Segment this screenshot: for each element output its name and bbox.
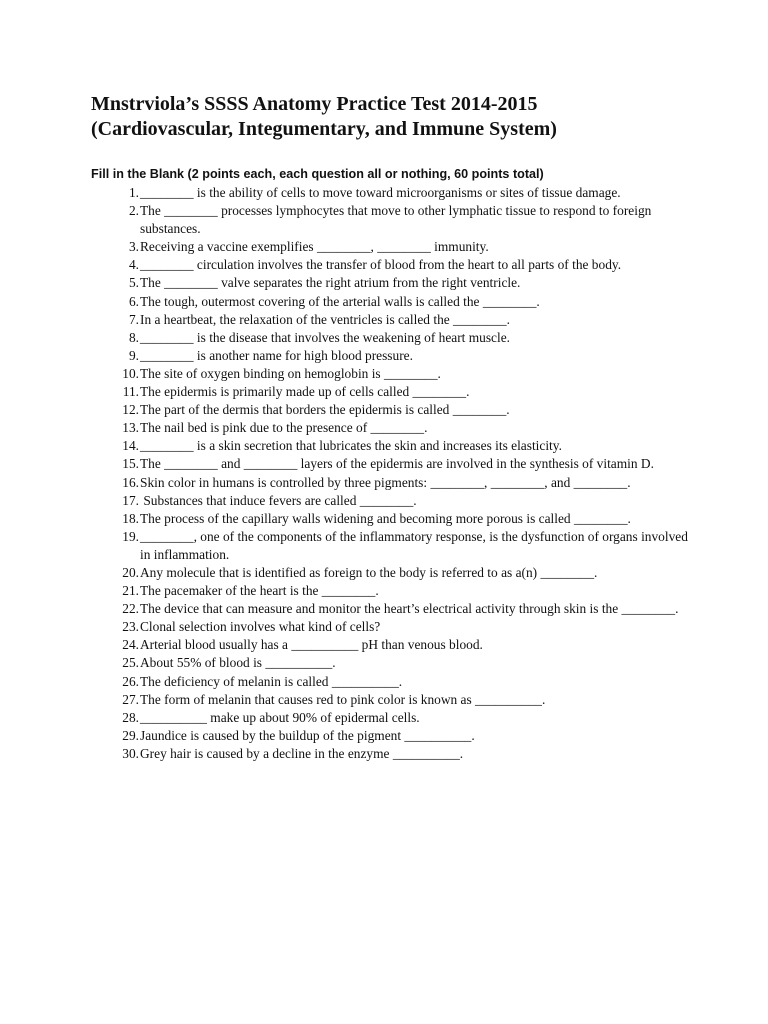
question-number: 18. xyxy=(122,510,139,526)
question-item xyxy=(91,727,691,745)
question-item xyxy=(91,329,691,347)
question-number: 6. xyxy=(128,293,139,309)
question-item xyxy=(91,437,691,455)
question-text: ________ is the disease that involves the weakening of heart muscle. xyxy=(140,329,511,345)
question-item xyxy=(91,673,691,691)
question-item xyxy=(91,202,691,238)
question-text: In a heartbeat, the relaxation of the ventricles is called the ________. xyxy=(140,311,510,327)
question-number: 23. xyxy=(122,619,139,635)
question-item xyxy=(91,419,691,437)
question-number: 27. xyxy=(122,691,139,707)
question-number: 16. xyxy=(122,474,139,490)
question-text: About 55% of blood is __________. xyxy=(140,655,336,671)
question-number: 30. xyxy=(122,745,139,761)
question-text: Receiving a vaccine exemplifies ________, ________ immunity. xyxy=(140,239,489,255)
question-text: The site of oxygen binding on hemoglobin is ________. xyxy=(140,365,441,381)
question-item xyxy=(91,636,691,654)
question-item xyxy=(91,365,691,383)
document-page xyxy=(91,92,691,763)
question-text: __________ make up about 90% of epidermal cells. xyxy=(140,709,420,725)
question-number: 1. xyxy=(128,185,139,200)
question-item xyxy=(91,600,691,618)
question-text: Arterial blood usually has a __________ pH than venous blood. xyxy=(140,637,483,653)
document-title xyxy=(91,92,691,142)
question-number: 13. xyxy=(122,420,139,436)
question-item xyxy=(91,455,691,473)
question-item xyxy=(91,618,691,636)
question-item xyxy=(91,691,691,709)
question-text: Any molecule that is identified as foreign to the body is referred to as a(n) ________. xyxy=(140,564,598,580)
question-item xyxy=(91,745,691,763)
question-number: 7. xyxy=(128,311,139,327)
question-text: The ________ processes lymphocytes that move to other lymphatic tissue to respond to foreign substances. xyxy=(140,203,652,237)
question-number: 12. xyxy=(122,402,139,418)
question-number: 17. xyxy=(122,492,139,508)
question-text: The ________ and ________ layers of the epidermis are involved in the synthesis of vitamin D. xyxy=(140,456,654,472)
question-text: ________ is the ability of cells to move toward microorganisms or sites of tissue damage. xyxy=(140,185,621,200)
question-item xyxy=(91,564,691,582)
question-text: The deficiency of melanin is called __________. xyxy=(140,673,403,689)
question-number: 3. xyxy=(128,239,139,255)
question-number: 26. xyxy=(122,673,139,689)
question-number: 29. xyxy=(122,727,139,743)
question-number: 20. xyxy=(122,564,139,580)
question-text: Skin color in humans is controlled by three pigments: ________, ________, and ________. xyxy=(140,474,631,490)
question-text: ________ is a skin secretion that lubricates the skin and increases its elasticity. xyxy=(140,438,562,454)
question-number: 25. xyxy=(122,655,139,671)
question-number: 19. xyxy=(122,528,139,544)
question-text: ________ is another name for high blood pressure. xyxy=(140,347,413,363)
question-text: The nail bed is pink due to the presence of ________. xyxy=(140,420,428,436)
question-text: Jaundice is caused by the buildup of the pigment __________. xyxy=(140,727,475,743)
question-number: 8. xyxy=(128,329,139,345)
question-number: 4. xyxy=(128,257,139,273)
question-item xyxy=(91,311,691,329)
question-item xyxy=(91,274,691,292)
question-text: The epidermis is primarily made up of cells called ________. xyxy=(140,384,470,400)
question-text: Grey hair is caused by a decline in the enzyme __________. xyxy=(140,745,464,761)
question-text: The form of melanin that causes red to pink color is known as __________. xyxy=(140,691,546,707)
question-item xyxy=(91,582,691,600)
question-item xyxy=(91,383,691,401)
question-number: 9. xyxy=(128,347,139,363)
question-number: 24. xyxy=(122,637,139,653)
question-text: The device that can measure and monitor the heart’s electrical activity through skin is the ________. xyxy=(140,601,679,617)
question-text: The process of the capillary walls widening and becoming more porous is called ________. xyxy=(140,510,631,526)
question-item xyxy=(91,184,691,202)
question-number: 22. xyxy=(122,601,139,617)
title-line-2: (Cardiovascular, Integumentary, and Immune System) xyxy=(91,118,557,140)
question-item xyxy=(91,528,691,564)
section-heading: Fill in the Blank (2 points each, each question all or nothing, 60 points total) xyxy=(91,167,544,181)
question-number: 10. xyxy=(122,365,139,381)
question-text: The pacemaker of the heart is the ________. xyxy=(140,583,379,599)
question-number: 11. xyxy=(122,384,139,400)
question-item xyxy=(91,238,691,256)
question-item xyxy=(91,474,691,492)
question-item xyxy=(91,256,691,274)
question-number: 21. xyxy=(122,583,139,599)
question-text: Clonal selection involves what kind of cells? xyxy=(140,619,381,635)
question-text: ________, one of the components of the inflammatory response, is the dysfunction of organs involved in inflammation. xyxy=(140,528,688,562)
question-list xyxy=(91,184,691,763)
question-text: The tough, outermost covering of the arterial walls is called the ________. xyxy=(140,293,540,309)
question-text: The part of the dermis that borders the epidermis is called ________. xyxy=(140,402,510,418)
question-item xyxy=(91,510,691,528)
question-number: 2. xyxy=(128,203,139,219)
question-number: 14. xyxy=(122,438,139,454)
question-text: Substances that induce fevers are called ________. xyxy=(140,492,417,508)
question-number: 15. xyxy=(122,456,139,472)
question-item xyxy=(91,401,691,419)
question-text: ________ circulation involves the transfer of blood from the heart to all parts of the body. xyxy=(140,257,622,273)
question-item xyxy=(91,654,691,672)
question-number: 28. xyxy=(122,709,139,725)
question-item xyxy=(91,347,691,365)
question-number: 5. xyxy=(128,275,139,291)
question-item xyxy=(91,709,691,727)
title-line-1: Mnstrviola’s SSSS Anatomy Practice Test 2014-2015 xyxy=(91,93,538,115)
question-item xyxy=(91,293,691,311)
question-text: The ________ valve separates the right atrium from the right ventricle. xyxy=(140,275,521,291)
question-item xyxy=(91,492,691,510)
